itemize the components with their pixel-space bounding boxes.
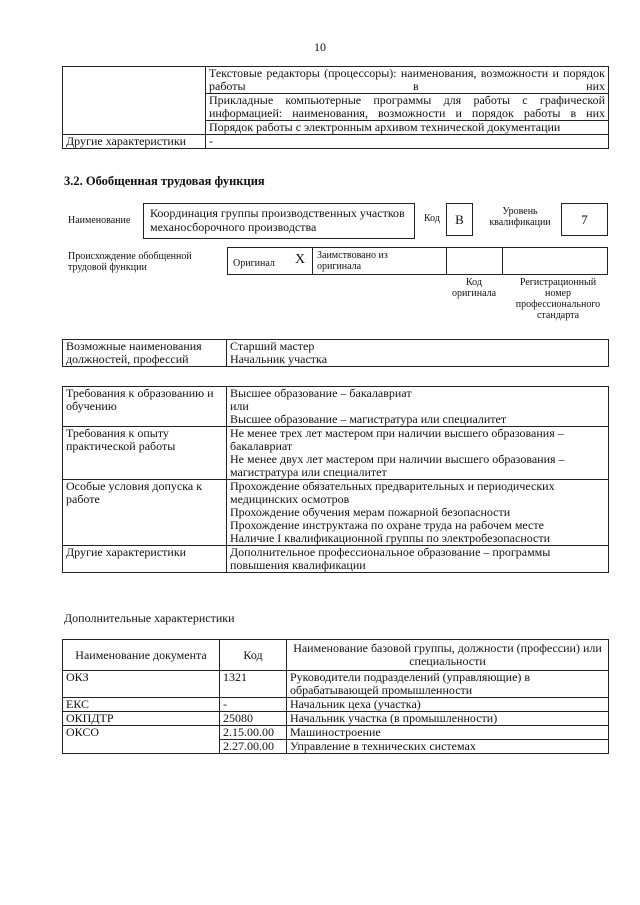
- requirement-item: Не менее трех лет мастером при наличии высшего образования – бакалавриат: [230, 426, 564, 453]
- code-original-caption: Код оригинала: [451, 277, 497, 299]
- table-cell: Начальник цеха (участка): [287, 698, 609, 712]
- table-cell: [227, 387, 609, 427]
- table-cell: [227, 340, 609, 367]
- knowledge-table: [62, 66, 609, 149]
- table-cell: ЕКС: [63, 698, 220, 712]
- table-cell: [227, 480, 609, 546]
- additional-title: Дополнительные характеристики: [64, 611, 235, 625]
- table-row: [63, 67, 609, 94]
- table-cell: 2.27.00.00: [220, 740, 287, 754]
- name-box: [143, 203, 415, 239]
- table-row: [63, 387, 609, 427]
- table-cell: Текстовые редакторы (процессоры): наименования, возможности и порядок работы в них: [206, 67, 609, 94]
- requirement-item: Не менее двух лет мастером при наличии высшего образования – магистратура или специалитет: [230, 452, 565, 479]
- table-row: [63, 671, 609, 698]
- table-row: [63, 480, 609, 546]
- level-box: 7: [561, 203, 608, 236]
- table-cell: Требования к образованию и обучению: [63, 387, 227, 427]
- table-row: [63, 135, 609, 149]
- header-cell: Наименование базовой группы, должности (профессии) или специальности: [287, 640, 609, 671]
- table-cell: Начальник участка (в промышленности): [287, 712, 609, 726]
- requirement-item: или: [230, 399, 249, 413]
- table-cell: ОКСО: [63, 726, 220, 754]
- requirement-item: Прохождение обучения мерам пожарной безопасности: [230, 505, 511, 519]
- divider: [502, 247, 503, 274]
- requirement-item: Наличие I квалификационной группы по электробезопасности: [230, 531, 551, 545]
- table-cell: [227, 427, 609, 480]
- requirement-item: Прохождение обязательных предварительных и периодических медицинских осмотров: [230, 479, 555, 506]
- table-cell: Требования к опыту практической работы: [63, 427, 227, 480]
- divider: [312, 247, 313, 274]
- table-cell: Управление в технических системах: [287, 740, 609, 754]
- level-label: Уровень квалификации: [489, 206, 551, 228]
- borrowed-label: Заимствовано из оригинала: [317, 250, 388, 272]
- section-title: 3.2. Обобщенная трудовая функция: [64, 174, 265, 188]
- table-cell: 2.15.00.00: [220, 726, 287, 740]
- positions-table: [62, 339, 609, 367]
- table-row: [63, 340, 609, 367]
- header-cell: Код: [220, 640, 287, 671]
- table-cell: Руководители подразделений (управляющие) в обрабатывающей промышленности: [287, 671, 609, 698]
- table-header-row: [63, 640, 609, 671]
- table-cell: Прикладные компьютерные программы для работы с графической информацией: наименования, возможности и порядок работы в них: [206, 94, 609, 121]
- table-cell: Машиностроение: [287, 726, 609, 740]
- origin-label: Происхождение обобщенной трудовой функции: [68, 251, 192, 273]
- requirement-item: Прохождение инструктажа по охране труда на рабочем месте: [230, 518, 544, 532]
- page-number: 10: [314, 40, 326, 54]
- table-cell: ОКЗ: [63, 671, 220, 698]
- table-cell: Возможные наименования должностей, профессий: [63, 340, 227, 367]
- table-row: [63, 712, 609, 726]
- table-row: [63, 427, 609, 480]
- position-item: Старший мастер: [230, 339, 315, 353]
- table-cell: ОКПДТР: [63, 712, 220, 726]
- divider: [446, 247, 447, 274]
- position-item: Начальник участка: [230, 352, 328, 366]
- table-cell: Другие характеристики: [63, 135, 206, 149]
- table-row: [63, 726, 609, 740]
- requirement-item: Дополнительное профессиональное образование – программы повышения квалификации: [230, 545, 551, 572]
- requirement-item: Высшее образование – бакалавриат: [230, 386, 412, 400]
- code-label: Код: [424, 213, 440, 224]
- table-cell: -: [220, 698, 287, 712]
- table-cell: Особые условия допуска к работе: [63, 480, 227, 546]
- original-label: Оригинал: [233, 258, 275, 269]
- table-cell: 1321: [220, 671, 287, 698]
- table-cell: -: [206, 135, 609, 149]
- original-mark: X: [295, 252, 306, 267]
- table-cell: [227, 546, 609, 573]
- table-row: [63, 698, 609, 712]
- table-cell: Порядок работы с электронным архивом технической документации: [206, 121, 609, 135]
- header-cell: Наименование документа: [63, 640, 220, 671]
- table-cell: Другие характеристики: [63, 546, 227, 573]
- table-row: [63, 546, 609, 573]
- requirements-table: [62, 386, 609, 573]
- table-cell: [63, 67, 206, 135]
- reg-number-caption: Регистрационный номер профессионального стандарта: [515, 277, 601, 321]
- additional-table: [62, 639, 609, 754]
- table-cell: 25080: [220, 712, 287, 726]
- code-box: B: [446, 203, 473, 236]
- name-label: Наименование: [68, 215, 131, 226]
- requirement-item: Высшее образование – магистратура или специалитет: [230, 412, 507, 426]
- function-name: Координация группы производственных участков механосборочного производства: [150, 206, 405, 234]
